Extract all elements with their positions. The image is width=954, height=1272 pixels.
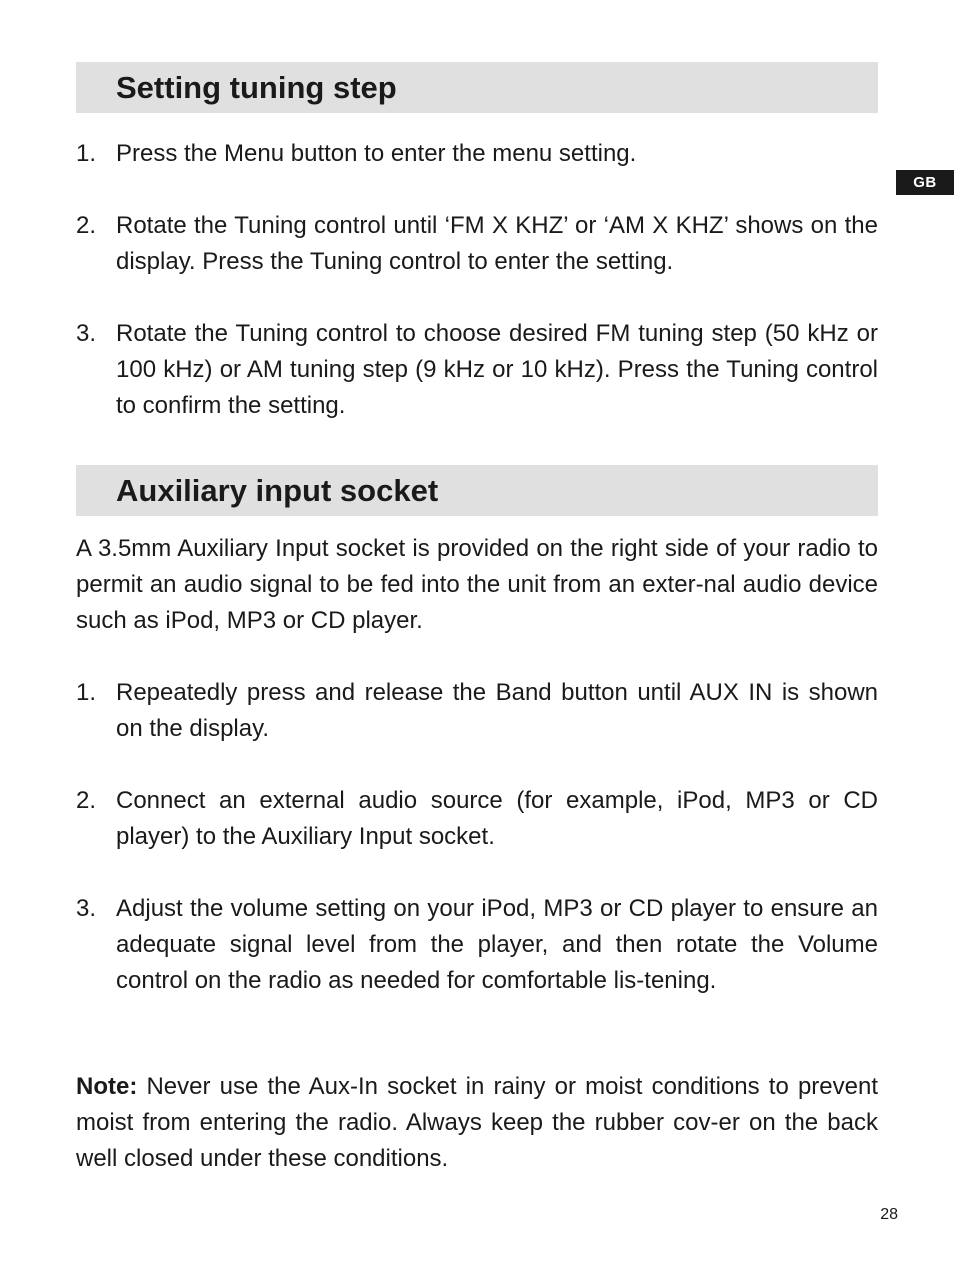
step-text: Adjust the volume setting on your iPod, MP3 or CD player to ensure an adequate signal level from the player, and then rotate the Volume control on the radio as needed for comfortable lis-tening. bbox=[116, 895, 878, 994]
list-item bbox=[76, 891, 878, 999]
step-text: Rotate the Tuning control to choose desired FM tuning step (50 kHz or 100 kHz) or AM tuning step (9 kHz or 10 kHz). Press the Tuning control to confirm the setting. bbox=[116, 320, 878, 419]
list-item bbox=[76, 316, 878, 424]
list-item bbox=[76, 675, 878, 747]
section-title-aux-input: Auxiliary input socket bbox=[116, 473, 439, 508]
step-number: 3. bbox=[76, 895, 97, 922]
step-number: 3. bbox=[76, 320, 97, 347]
note-label: Note: bbox=[76, 1073, 138, 1100]
aux-step-list bbox=[76, 675, 878, 999]
page-number: 28 bbox=[880, 1206, 898, 1223]
step-number: 1. bbox=[76, 679, 97, 706]
step-number: 2. bbox=[76, 787, 97, 814]
list-item bbox=[76, 783, 878, 855]
step-text: Press the Menu button to enter the menu setting. bbox=[116, 140, 637, 167]
note-text: Never use the Aux-In socket in rainy or moist conditions to prevent moist from entering the radio. Always keep the rubber cov-er on the back well closed under these conditions. bbox=[76, 1073, 878, 1172]
step-number: 2. bbox=[76, 212, 97, 239]
section-header-tuning-step bbox=[76, 62, 878, 113]
step-text: Repeatedly press and release the Band button until AUX IN is shown on the display. bbox=[116, 679, 878, 742]
language-tab: GB bbox=[896, 170, 954, 195]
tuning-step-list bbox=[76, 136, 878, 424]
section-title-tuning-step: Setting tuning step bbox=[116, 70, 397, 105]
list-item bbox=[76, 136, 878, 172]
step-number: 1. bbox=[76, 140, 97, 167]
list-item bbox=[76, 208, 878, 280]
step-text: Connect an external audio source (for example, iPod, MP3 or CD player) to the Auxiliary Input socket. bbox=[116, 787, 878, 850]
aux-intro-paragraph: A 3.5mm Auxiliary Input socket is provided on the right side of your radio to permit an audio signal to be fed into the unit from an exter-nal audio device such as iPod, MP3 or CD player. bbox=[76, 535, 878, 634]
note-paragraph bbox=[76, 1069, 878, 1177]
section-header-aux-input bbox=[76, 465, 878, 516]
step-text: Rotate the Tuning control until ‘FM X KHZ’ or ‘AM X KHZ’ shows on the display. Press the Tuning control to enter the setting. bbox=[116, 212, 878, 275]
